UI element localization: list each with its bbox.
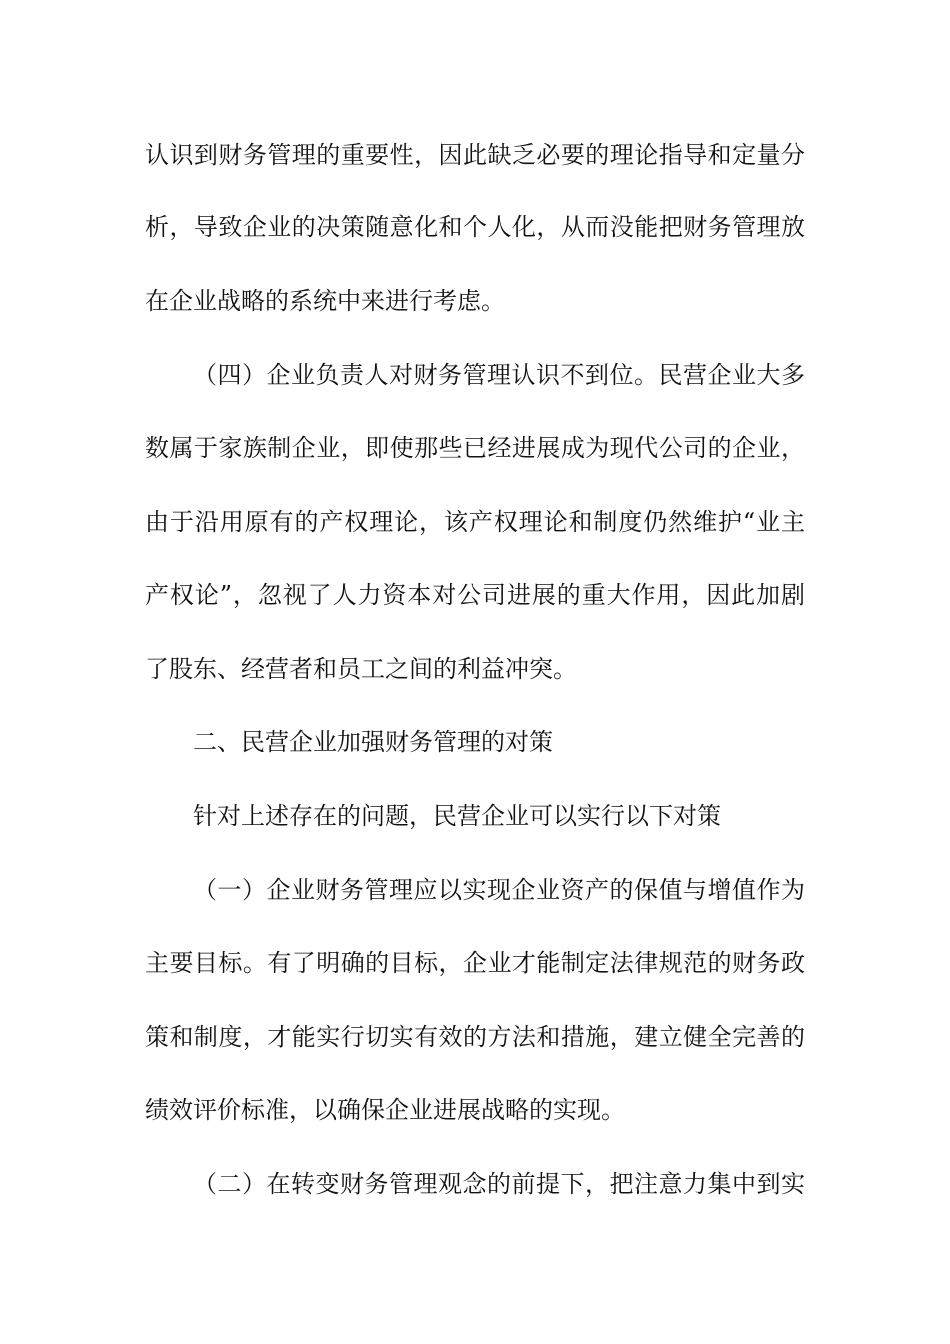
- section-heading: 二、民营企业加强财务管理的对策: [193, 728, 553, 756]
- paragraph-line: 主要目标。有了明确的目标，企业才能制定法律规范的财务政: [145, 949, 805, 977]
- paragraph-line: （二）在转变财务管理观念的前提下，把注意力集中到实: [193, 1170, 805, 1198]
- paragraph-line: 策和制度，才能实行切实有效的方法和措施，建立健全完善的: [145, 1023, 805, 1051]
- paragraph-line: 认识到财务管理的重要性，因此缺乏必要的理论指导和定量分: [145, 141, 805, 169]
- paragraph-line: （四）企业负责人对财务管理认识不到位。民营企业大多: [193, 361, 805, 389]
- paragraph-line: （一）企业财务管理应以实现企业资产的保值与增值作为: [193, 876, 805, 904]
- paragraph-line: 析，导致企业的决策随意化和个人化，从而没能把财务管理放: [145, 213, 805, 241]
- paragraph-line: 由于沿用原有的产权理论，该产权理论和制度仍然维护“业主: [145, 508, 805, 536]
- paragraph-line: 数属于家族制企业，即使那些已经进展成为现代公司的企业，: [145, 434, 805, 462]
- paragraph-line: 产权论”，忽视了人力资本对公司进展的重大作用，因此加剧: [145, 581, 805, 609]
- paragraph-line: 了股东、经营者和员工之间的利益冲突。: [145, 655, 577, 683]
- paragraph-line: 在企业战略的系统中来进行考虑。: [145, 287, 505, 315]
- paragraph-line: 针对上述存在的问题，民营企业可以实行以下对策: [193, 802, 721, 830]
- paragraph-line: 绩效评价标准，以确保企业进展战略的实现。: [145, 1096, 625, 1124]
